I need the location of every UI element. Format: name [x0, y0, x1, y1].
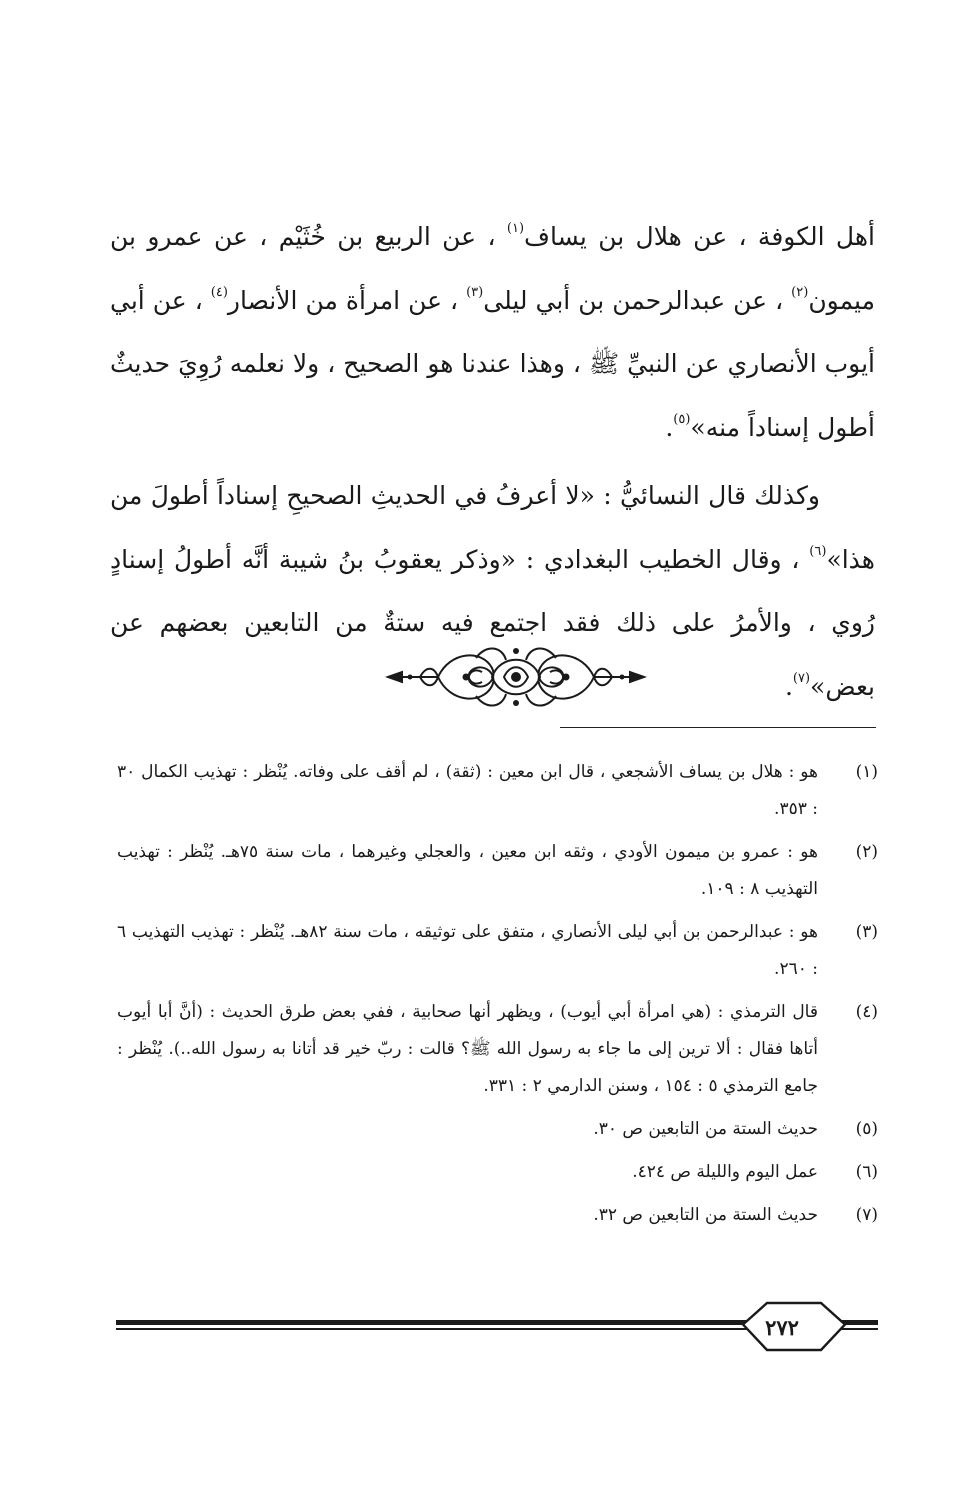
decorative-ornament — [380, 636, 652, 718]
footnote-text: حديث الستة من التابعين ص ٣٠. — [593, 1119, 818, 1139]
footnote-item — [117, 914, 878, 988]
footnote-item — [117, 754, 878, 828]
footnote-ref-4: (٤) — [210, 284, 228, 300]
text-run: وكذلك قال النسائيُّ : «لا أعرفُ في الحديثِ الصحيحِ إسناداً أطولَ من هذا» — [110, 481, 875, 574]
footnote-ref-3: (٣) — [466, 284, 484, 300]
footnote-ref-1: (١) — [506, 221, 525, 236]
text-run: . — [665, 412, 674, 442]
footnote-number: (٦) — [855, 1162, 878, 1182]
footnote-item — [117, 1154, 878, 1191]
footnote-number: (٣) — [855, 922, 878, 942]
footnotes — [117, 754, 878, 1240]
footnote-number: (٤) — [855, 1002, 878, 1022]
footnote-text: هو : عمرو بن ميمون الأودي ، وثقه ابن معين ، والعجلي وغيرهما ، مات سنة ٧٥هـ. يُنْظر : تهذيب التهذيب ٨ : ١٠٩. — [117, 842, 818, 899]
footnote-item — [117, 1111, 878, 1148]
footnote-ref-7: (٧) — [792, 670, 811, 686]
footnote-separator — [560, 727, 876, 728]
text-run: أهل الكوفة ، عن هلال بن يساف — [524, 222, 875, 251]
footnote-item — [117, 994, 878, 1105]
footnote-number: (٢) — [855, 842, 878, 862]
footnote-item — [117, 834, 878, 908]
text-run: ، عن أبي أيوب الأنصاري عن النبيِّ ﷺ ، وهذا عندنا هو الصحيح ، ولا نعلمه رُوِيَ حديثٌ أطول إسناداً منه» — [110, 285, 875, 442]
footnote-ref-5: (٥) — [673, 411, 691, 427]
footnote-text: عمل اليوم والليلة ص ٤٢٤. — [632, 1162, 818, 1182]
footnote-ref-2: (٢) — [791, 284, 809, 300]
text-run: ، عن عبدالرحمن بن أبي ليلى — [483, 285, 792, 315]
footnote-item — [117, 1197, 878, 1234]
footnote-text: هو : هلال بن يساف الأشجعي ، قال ابن معين : (ثقة) ، لم أقف على وفاته. يُنْظر : تهذيب الكمال ٣٠ : ٣٥٣. — [117, 762, 818, 819]
text-run: ، وقال الخطيب البغدادي : «وذكر يعقوبُ بنُ شيبة أنَّه أطولُ إسنادٍ رُوي ، والأمرُ على ذلك فقد اجتمع فيه ستةٌ من التابعين بعضهم عن بعض» — [110, 544, 875, 701]
text-run: ، عن امرأة من الأنصار — [227, 285, 467, 315]
text-run: ، عن الربيع بن خُثَيْم ، عن عمرو بن ميمون — [110, 222, 875, 315]
page-number: ٢٧٢ — [765, 1314, 799, 1340]
footnote-number: (١) — [855, 762, 878, 782]
footnote-number: (٥) — [855, 1119, 878, 1139]
footnote-text: قال الترمذي : (هي امرأة أبي أيوب) ، ويظهر أنها صحابية ، ففي بعض طرق الحديث : (أنَّ أبا أيوب أتاها فقال : ألا ترين إلى ما جاء به رسول الله ﷺ؟ قالت : ربّ خير قد أتانا به رسول الله..). يُنْظر : جامع الترمذي ٥ : ١٥٤ ، وسنن الدارمي ٢ : ٣٣١. — [117, 1002, 818, 1096]
footnote-ref-6: (٦) — [809, 543, 827, 559]
footnote-text: حديث الستة من التابعين ص ٣٢. — [593, 1205, 818, 1225]
footnote-text: هو : عبدالرحمن بن أبي ليلى الأنصاري ، متفق على توثيقه ، مات سنة ٨٢هـ. يُنْظر : تهذيب التهذيب ٦ : ٢٦٠. — [117, 922, 818, 979]
footnote-number: (٧) — [855, 1205, 878, 1225]
text-run: . — [784, 671, 793, 701]
paragraph-1 — [110, 205, 875, 459]
